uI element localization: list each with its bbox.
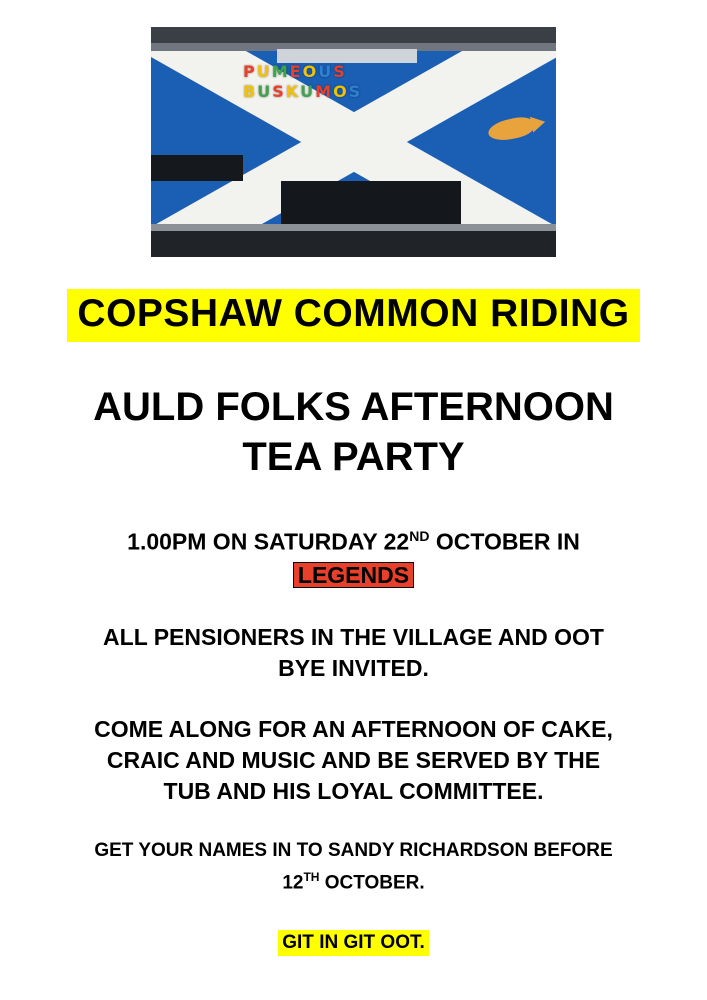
banner-letter: O	[333, 82, 347, 101]
photo-band-left	[151, 155, 243, 181]
fish-icon	[486, 114, 535, 143]
banner-letter: U	[257, 82, 271, 101]
banner-letter: O	[302, 62, 317, 81]
photo-band-top	[151, 27, 556, 43]
headline-line-1: AULD FOLKS AFTERNOON	[93, 385, 614, 429]
event-venue-line	[34, 559, 674, 592]
rsvp-deadline-ordinal: TH	[303, 869, 320, 884]
event-datetime-suffix: OCTOBER IN	[429, 528, 580, 555]
rsvp-line-2	[34, 864, 674, 896]
body-line-1: COME ALONG FOR AN AFTERNOON OF CAKE,	[94, 715, 613, 742]
body-line-2: CRAIC AND MUSIC AND BE SERVED BY THE	[106, 746, 601, 773]
flag-photo-canvas	[151, 27, 556, 257]
banner-letter: S	[272, 82, 284, 101]
banner-letters	[243, 63, 443, 115]
flag-photo	[151, 27, 556, 257]
banner-letter: U	[318, 62, 332, 81]
event-datetime-line	[34, 520, 674, 559]
photo-band-bottom-secondary	[151, 224, 556, 231]
invite-paragraph	[44, 622, 664, 684]
banner-letter: M	[315, 82, 332, 101]
event-datetime-prefix: 1.00PM ON SATURDAY 22	[127, 528, 410, 555]
rsvp-deadline-suffix: OCTOBER.	[319, 871, 425, 893]
rsvp-deadline-prefix: 12	[282, 871, 304, 893]
footer-slogan: GIT IN GIT OOT.	[278, 930, 429, 956]
banner-letter: U	[256, 62, 270, 81]
rsvp-paragraph	[34, 837, 674, 896]
banner-letter: B	[243, 82, 256, 101]
venue-badge: LEGENDS	[293, 562, 414, 588]
banner-letter: U	[300, 82, 314, 101]
body-line-3: TUB AND HIS LOYAL COMMITTEE.	[163, 777, 544, 804]
poster-headline	[34, 382, 674, 482]
banner-letters-row-2	[243, 83, 443, 101]
banner-letter: S	[333, 62, 345, 81]
invite-line-1: ALL PENSIONERS IN THE VILLAGE AND OOT	[103, 623, 604, 650]
banner-letter: M	[271, 62, 288, 81]
banner-letter: E	[289, 62, 301, 81]
event-date-ordinal: ND	[409, 528, 430, 544]
headline-line-2: TEA PARTY	[242, 435, 465, 479]
banner-letter: K	[285, 82, 299, 101]
photo-letter-strip	[277, 49, 417, 63]
invite-line-2: BYE INVITED.	[278, 654, 429, 681]
body-paragraph	[44, 714, 664, 807]
banner-letter: P	[243, 62, 255, 81]
rsvp-line-1: GET YOUR NAMES IN TO SANDY RICHARDSON BEFORE	[94, 839, 613, 861]
poster-title-highlight	[67, 289, 639, 342]
banner-letters-row-1	[243, 63, 443, 81]
photo-band-bottom	[151, 231, 556, 257]
event-when-where	[34, 520, 674, 592]
banner-letter: S	[348, 82, 361, 101]
page-title: COPSHAW COMMON RIDING	[77, 292, 630, 335]
